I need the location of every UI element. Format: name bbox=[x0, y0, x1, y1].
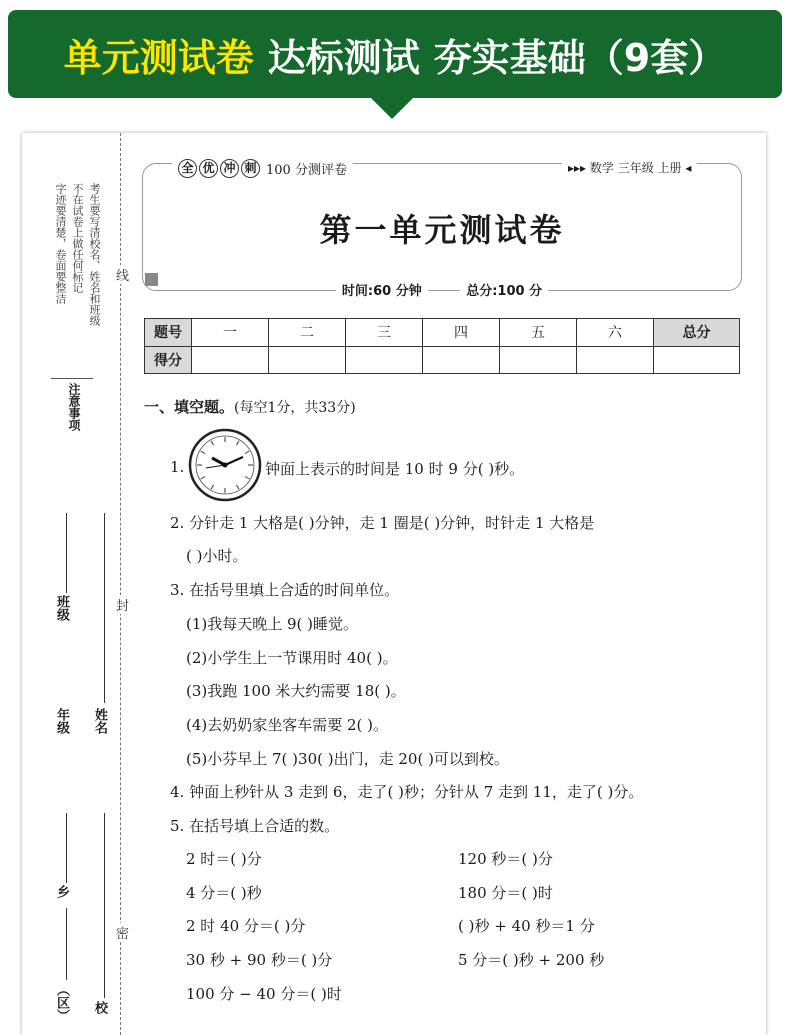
score-cell-header: 三 bbox=[346, 319, 423, 347]
score-cell-header: 六 bbox=[577, 319, 654, 347]
brand-char-2: 优 bbox=[199, 159, 218, 178]
clock-face-icon bbox=[188, 428, 262, 502]
score-cell-header: 一 bbox=[192, 319, 269, 347]
question-3: 3. 在括号里填上合适的时间单位。 bbox=[170, 581, 400, 599]
q5-right-2: 180 分＝( )时 bbox=[458, 884, 553, 902]
field-name-line[interactable] bbox=[104, 513, 105, 703]
score-cell[interactable] bbox=[269, 346, 346, 374]
field-township-line[interactable] bbox=[66, 813, 67, 883]
field-name-label: 姓名 bbox=[92, 708, 107, 734]
score-cell[interactable] bbox=[577, 346, 654, 374]
field-school-label: 校 bbox=[92, 1001, 107, 1014]
score-cell[interactable] bbox=[654, 346, 740, 374]
notice-line-2: 不在试卷上做任何标记 bbox=[71, 183, 84, 293]
field-township-label: 乡 bbox=[54, 885, 69, 898]
q5-left-2: 4 分＝( )秒 bbox=[186, 884, 262, 902]
subject-label: ▸▸▸ 数学 三年级 上册 ◂ bbox=[562, 159, 697, 176]
score-cell[interactable] bbox=[423, 346, 500, 374]
brand-char-1: 全 bbox=[178, 159, 197, 178]
banner-part1: 单元测试卷 bbox=[63, 35, 254, 80]
score-cell-header: 题号 bbox=[145, 319, 192, 347]
field-district-line[interactable] bbox=[66, 908, 67, 980]
brand bbox=[172, 159, 353, 178]
q5-left-3: 2 时 40 分＝( )分 bbox=[186, 917, 306, 935]
q5-left-4: 30 秒 + 90 秒＝( )分 bbox=[186, 951, 333, 969]
notice-title: 注意事项 bbox=[67, 383, 81, 431]
brand-suffix: 100 分测评卷 bbox=[266, 163, 347, 178]
score-cell-header: 总分 bbox=[654, 319, 740, 347]
notice-divider bbox=[51, 378, 93, 379]
brand-char-3: 冲 bbox=[220, 159, 239, 178]
banner-part2: 达标测试 bbox=[267, 35, 420, 80]
score-cell[interactable] bbox=[500, 346, 577, 374]
section-title: 一、填空题。 bbox=[144, 398, 235, 416]
q5-right-3: ( )秒 + 40 秒＝1 分 bbox=[458, 917, 595, 935]
exam-paper bbox=[22, 133, 766, 1035]
question-4: 4. 钟面上秒针从 3 走到 6，走了( )秒；分针从 7 走到 11，走了( )分。 bbox=[170, 783, 644, 801]
notice-line-3: 字迹要清楚，卷面要整洁 bbox=[54, 183, 67, 304]
q1-number: 1. bbox=[170, 458, 185, 476]
field-district-label: （区） bbox=[54, 983, 69, 1022]
score-cell[interactable] bbox=[192, 346, 269, 374]
field-grade-label: 年级 bbox=[54, 708, 69, 734]
score-table bbox=[144, 318, 740, 374]
page-title: 第一单元测试卷 bbox=[319, 211, 565, 249]
section-heading bbox=[144, 396, 356, 417]
question-3-1: (1)我每天晚上 9( )睡觉。 bbox=[186, 615, 359, 633]
exam-time: 时间:60 分钟 bbox=[336, 284, 428, 299]
score-cell-header: 四 bbox=[423, 319, 500, 347]
question-5: 5. 在括号填上合适的数。 bbox=[170, 817, 340, 835]
exam-meta bbox=[142, 280, 742, 299]
binding-label-mi: 密 bbox=[116, 923, 129, 942]
q5-right-4: 5 分＝( )秒 + 200 秒 bbox=[458, 951, 605, 969]
banner-text bbox=[8, 10, 782, 98]
q5-left-1: 2 时＝( )分 bbox=[186, 850, 262, 868]
score-cell[interactable] bbox=[346, 346, 423, 374]
question-3-5: (5)小芬早上 7( )30( )出门，走 20( )可以到校。 bbox=[186, 750, 509, 768]
brand-char-4: 刺 bbox=[241, 159, 260, 178]
field-class-line[interactable] bbox=[66, 513, 67, 593]
q5-right-1: 120 秒＝( )分 bbox=[458, 850, 553, 868]
score-row-label: 得分 bbox=[145, 346, 192, 374]
question-2a: 2. 分针走 1 大格是( )分钟，走 1 圈是( )分钟，时针走 1 大格是 bbox=[170, 514, 595, 532]
score-table-score-row bbox=[145, 346, 740, 374]
question-3-2: (2)小学生上一节课用时 40( )。 bbox=[186, 649, 398, 667]
field-school-line[interactable] bbox=[104, 813, 105, 998]
section-note: (每空1分，共33分) bbox=[234, 400, 356, 416]
question-2b: ( )小时。 bbox=[186, 547, 248, 565]
q5-left-5: 100 分 − 40 分＝( )时 bbox=[186, 985, 342, 1003]
exam-total-score: 总分:100 分 bbox=[460, 284, 548, 299]
score-table-header-row bbox=[145, 319, 740, 347]
question-1: 钟面上表示的时间是 10 时 9 分( )秒。 bbox=[265, 460, 525, 478]
binding-label-xian: 线 bbox=[116, 265, 129, 284]
binding-label-feng: 封 bbox=[116, 595, 129, 614]
score-cell-header: 五 bbox=[500, 319, 577, 347]
score-cell-header: 二 bbox=[269, 319, 346, 347]
notice-lines bbox=[52, 183, 103, 393]
question-3-4: (4)去奶奶家坐客车需要 2( )。 bbox=[186, 716, 389, 734]
field-class-label: 班级 bbox=[54, 595, 69, 621]
question-3-3: (3)我跑 100 米大约需要 18( )。 bbox=[186, 682, 406, 700]
banner-pointer bbox=[370, 97, 414, 119]
notice-line-1: 考生要写清校名、姓名和班级 bbox=[88, 183, 101, 326]
banner-part3: 夯实基础（9套） bbox=[433, 35, 727, 80]
